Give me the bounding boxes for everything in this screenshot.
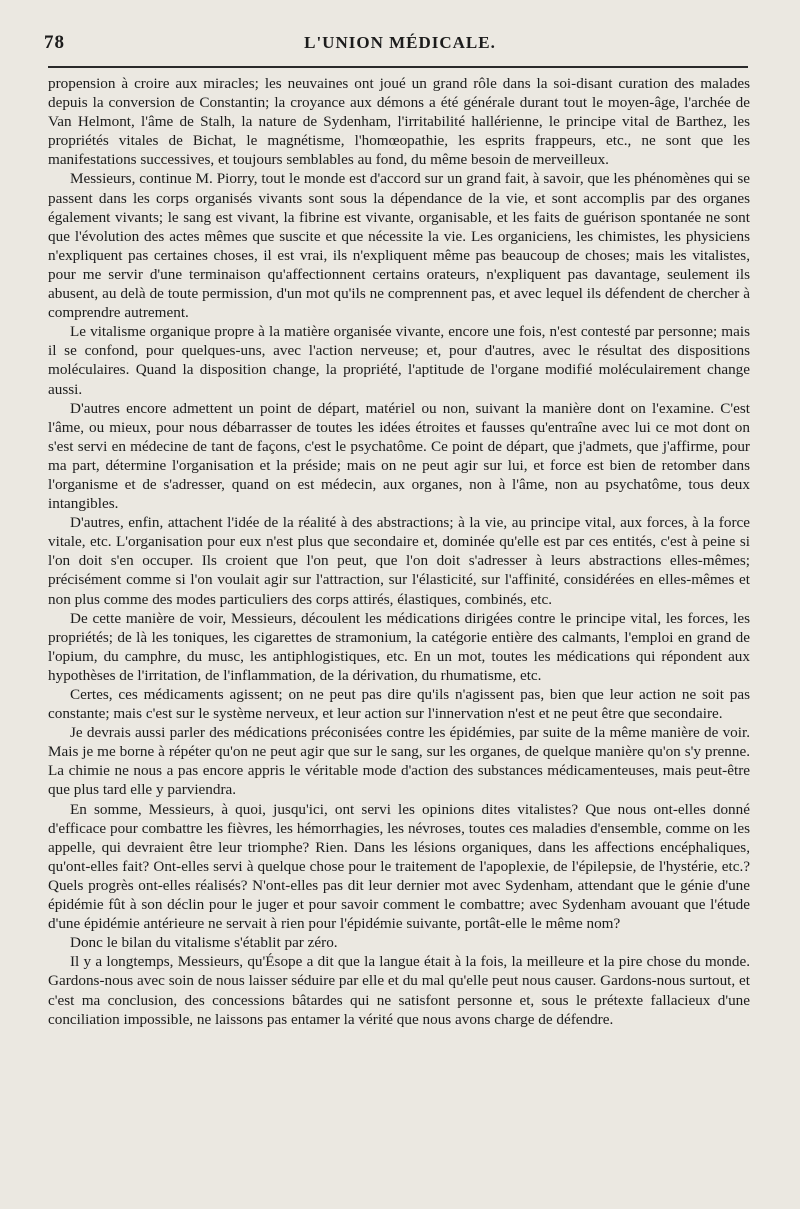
- page-header: [44, 32, 756, 62]
- paragraph: Je devrais aussi parler des médications préconisées contre les épidémies, par suite de la même manière de voir. Mais je me borne à répéter qu'on ne peut agir que sur le sang, sur les organes, de quelque manière qu'on s'y prenne. La chimie ne nous a pas encore appris le véritable mode d'action des substances médicamenteuses, mais peut-être que plus tard elle y parviendra.: [48, 724, 750, 799]
- paragraph: Certes, ces médicaments agissent; on ne peut pas dire qu'ils n'agissent pas, bien que leur action ne soit pas constante; mais c'est sur le système nerveux, et leur action sur l'innervation n'est et ne peut être que secondaire.: [48, 686, 750, 723]
- running-title: L'UNION MÉDICALE.: [304, 33, 496, 52]
- header-rule: [48, 66, 748, 68]
- paragraph: Le vitalisme organique propre à la matière organisée vivante, encore une fois, n'est contesté par personne; mais il se confond, pour quelques-uns, avec l'action nerveuse; et, pour d'autres, avec le résultat des dispositions moléculaires. Quand la disposition change, la propriété, l'aptitude de l'organe modifié moléculairement change aussi.: [48, 323, 750, 398]
- article-body: [48, 74, 750, 1029]
- paragraph: Il y a longtemps, Messieurs, qu'Ésope a dit que la langue était à la fois, la meilleure et la pire chose du monde. Gardons-nous avec soin de nous laisser séduire par elle et du mal qu'elle peut nous causer. Gardons-nous surtout, et c'est ma conclusion, des concessions bâtardes qui ne satisfont personne et, sous le prétexte fallacieux d'une conciliation impossible, ne laissons pas entamer la vérité que nous avons charge de défendre.: [48, 953, 750, 1028]
- paragraph: propension à croire aux miracles; les neuvaines ont joué un grand rôle dans la soi-disant curation des malades depuis la conversion de Constantin; la croyance aux démons a été générale durant tout le moyen-âge, l'archée de Van Helmont, l'âme de Stalh, la nature de Sydenham, l'irritabilité hallérienne, le principe vital de Barthez, les propriétés vitales de Bichat, le magnétisme, l'homœopathie, les esprits frappeurs, etc., ne sont que les manifestations successives, et toujours semblables au fond, du même besoin de merveilleux.: [48, 75, 750, 169]
- page-number: 78: [44, 32, 65, 53]
- paragraph: Donc le bilan du vitalisme s'établit par zéro.: [70, 934, 338, 952]
- paragraph: Messieurs, continue M. Piorry, tout le monde est d'accord sur un grand fait, à savoir, que les phénomènes qui se passent dans les corps organisés vivants sont sous la dépendance de la vie, et sont accomplis par des organes également vivants; le sang est vivant, la fibrine est vivante, organisable, et les faits de guérison spontanée ne sont que l'évolution des actes mêmes que suscite et que nécessite la vie. Les organiciens, les chimistes, les physiciens n'expliquent pas certaines choses, il est vrai, ils n'expliquent même pas beaucoup de choses; mais les vitalistes, pour me servir d'une terminaison qu'affectionnent certains orateurs, n'expliquent pas davantage, seulement ils abusent, au delà de toute permission, d'un mot qu'ils ne comprennent pas, et avec lequel ils défendent de chercher à comprendre autrement.: [48, 170, 750, 322]
- paragraph: D'autres, enfin, attachent l'idée de la réalité à des abstractions; à la vie, au principe vital, aux forces, à la force vitale, etc. L'organisation pour eux n'est plus que secondaire et, dominée qu'elle est par ces entités, c'est à peine si l'on doit s'en occuper. Ils croient que l'on peut, que l'on doit s'adresser à leurs abstractions elles-mêmes; précisément comme si l'on voulait agir sur l'attraction, sur l'élasticité, sur l'affinité, considérées en elles-mêmes et non plus comme des modes particuliers des corps attirés, élastiques, combinés, etc.: [48, 514, 750, 608]
- paragraph: De cette manière de voir, Messieurs, découlent les médications dirigées contre le principe vital, les forces, les propriétés; de là les toniques, les cigarettes de stramonium, la catégorie entière des calmants, l'emploi en grand de l'opium, du camphre, du musc, les antiphlogistiques, etc. En un mot, toutes les médications qui répondent aux hypothèses de l'irritation, de l'inflammation, de la dérivation, du rhumatisme, etc.: [48, 609, 750, 684]
- paragraph: En somme, Messieurs, à quoi, jusqu'ici, ont servi les opinions dites vitalistes? Que nous ont-elles donné d'efficace pour combattre les fièvres, les hémorrhagies, les névroses, toutes ces maladies d'ensemble, comme on les appelle, qui devraient être leur triomphe? Rien. Dans les lésions organiques, dans les affections encéphaliques, qu'ont-elles fait? Ont-elles servi à quelque chose pour le traitement de l'apoplexie, de l'épilepsie, de l'hystérie, etc.? Quels progrès ont-elles réalisés? N'ont-elles pas dit leur dernier mot avec Sydenham, attendant que le génie d'une épidémie fût à son déclin pour le juger et pour savoir comment le combattre; avec Sydenham avouant que l'étude d'une épidémie antérieure ne servait à rien pour l'épidémie suivante, portât-elle le même nom?: [48, 800, 750, 933]
- paragraph: D'autres encore admettent un point de départ, matériel ou non, suivant la manière dont on l'examine. C'est l'âme, ou mieux, pour nous débarrasser de toutes les idées étroites et fausses qu'entraîne avec lui ce mot dont on s'est servi en médecine de tant de façons, c'est le psychatôme. Ce point de départ, que j'admets, que j'affirme, pour ma part, détermine l'organisation et la préside; mais on ne peut agir sur lui, et force est bien de retomber dans l'organisme et de s'adresser, quand on est médecin, aux organes, non à l'âme, non au psychatôme, tous deux intangibles.: [48, 399, 750, 513]
